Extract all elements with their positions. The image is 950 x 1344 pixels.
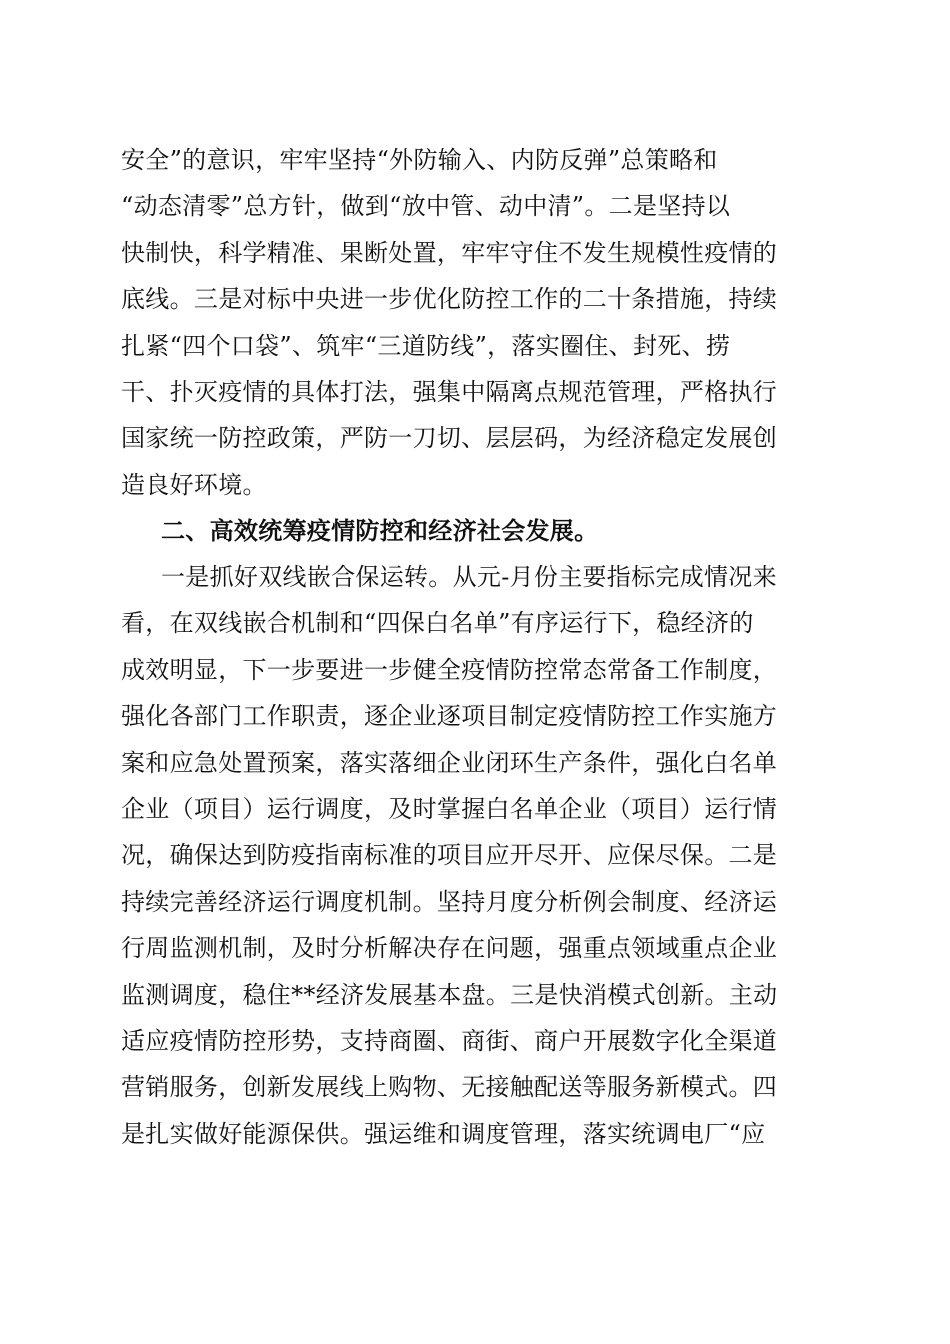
- text-line: 成效明显，下一步要进一步健全疫情防控常态常备工作制度，: [121, 655, 778, 684]
- text-line: 干、扑灭疫情的具体打法，强集中隔离点规范管理，严格执行: [121, 377, 778, 406]
- text-line: 企业（项目）运行调度，及时掌握白名单企业（项目）运行情: [121, 794, 778, 823]
- text-line: 持续完善经济运行调度机制。坚持月度分析例会制度、经济运: [121, 887, 778, 916]
- text-line: 一是抓好双线嵌合保运转。从元-月份主要指标完成情况来: [161, 563, 777, 591]
- text-line: 底线。三是对标中央进一步优化防控工作的二十条措施，持续: [121, 285, 778, 314]
- paragraph-continuation: [121, 137, 829, 508]
- text-line: 快制快，科学精准、果断处置，牢牢守住不发生规模性疫情的: [121, 238, 778, 267]
- text-line: 营销服务，创新发展线上购物、无接触配送等服务新模式。四: [121, 1073, 778, 1102]
- text-line: 案和应急处置预案，落实落细企业闭环生产条件，强化白名单: [121, 748, 778, 777]
- section-heading: 二、高效统筹疫情防控和经济社会发展。: [161, 517, 599, 545]
- text-line: 造良好环境。: [121, 470, 267, 499]
- text-line: 况，确保达到防疫指南标准的项目应开尽开、应保尽保。二是: [121, 841, 778, 870]
- text-line: 看，在双线嵌合机制和“四保白名单”有序运行下，稳经济的: [121, 609, 754, 638]
- text-line: 扎紧“四个口袋”、筑牢“三道防线”，落实圈住、封死、捞: [121, 331, 731, 360]
- text-line: 适应疫情防控形势，支持商圈、商街、商户开展数字化全渠道: [121, 1026, 778, 1055]
- text-line: 安全”的意识，牢牢坚持“外防输入、内防反弹”总策略和: [121, 146, 718, 174]
- section-heading-block: [121, 508, 829, 554]
- text-line: 国家统一防控政策，严防一刀切、层层码，为经济稳定发展创: [121, 424, 778, 453]
- text-line: 强化各部门工作职责，逐企业逐项目制定疫情防控工作实施方: [121, 702, 778, 731]
- text-line: 行周监测机制，及时分析解决存在问题，强重点领域重点企业: [121, 934, 778, 963]
- text-line: “动态清零”总方针，做到“放中管、动中清”。二是坚持以: [121, 192, 731, 221]
- paragraph-main: [121, 554, 829, 1157]
- text-line: 是扎实做好能源保供。强运维和调度管理，落实统调电厂“应: [121, 1119, 766, 1148]
- text-line: 监测调度，稳住**经济发展基本盘。三是快消模式创新。主动: [121, 980, 778, 1009]
